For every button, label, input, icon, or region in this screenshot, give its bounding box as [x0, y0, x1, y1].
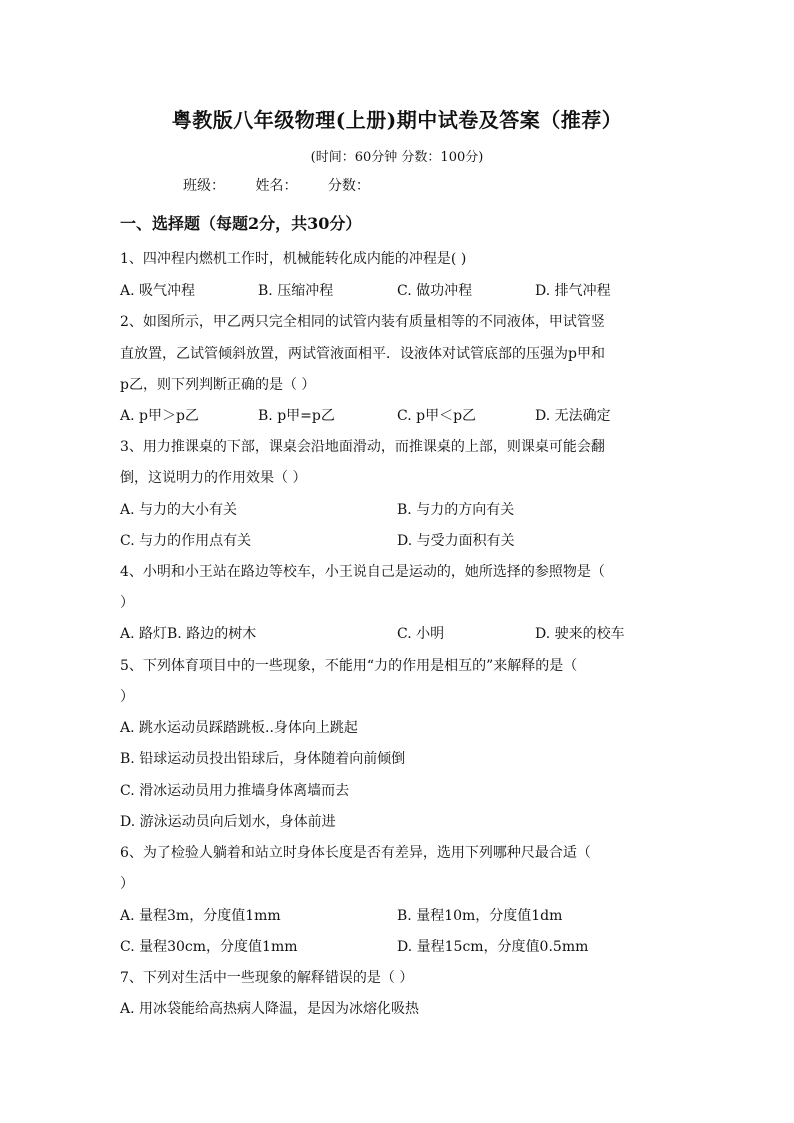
- question-5-line-1: 5、下列体育项目中的一些现象，不能用“力的作用是相互的”来解释的是（: [120, 658, 578, 674]
- q1-option-b: B. 压缩冲程: [258, 283, 334, 299]
- q5-option-a: A. 跳水运动员踩踏跳板..身体向上跳起: [120, 720, 358, 736]
- student-info-row: [183, 175, 396, 195]
- q3-option-b: B. 与力的方向有关: [397, 502, 515, 518]
- page-title: 粤教版八年级物理(上册)期中试卷及答案（推荐）: [171, 108, 623, 132]
- q7-option-a: A. 用冰袋能给高热病人降温，是因为冰熔化吸热: [120, 1001, 420, 1017]
- q3-option-d: D. 与受力面积有关: [397, 533, 515, 549]
- q5-option-b: B. 铅球运动员投出铅球后，身体随着向前倾倒: [120, 751, 406, 767]
- question-2-line-2: 直放置，乙试管倾斜放置，两试管液面相平．设液体对试管底部的压强为p甲和: [120, 346, 605, 362]
- question-5-line-2: ）: [120, 689, 134, 705]
- q4-option-d: D. 驶来的校车: [535, 626, 625, 642]
- q6-option-d: D. 量程15cm，分度值0.5mm: [397, 939, 589, 955]
- question-6-line-2: ）: [120, 876, 134, 892]
- exam-time-score: (时间：60分钟 分数：100分): [310, 150, 484, 165]
- question-1: 1、四冲程内燃机工作时，机械能转化成内能的冲程是( ): [120, 251, 467, 267]
- question-4-line-1: 4、小明和小王站在路边等校车，小王说自己是运动的，她所选择的参照物是（: [120, 564, 605, 580]
- question-3-line-2: 倒，这说明力的作用效果（ ）: [120, 470, 307, 486]
- q3-option-a: A. 与力的大小有关: [120, 502, 238, 518]
- q4-option-ab: A. 路灯B. 路边的树木: [120, 626, 257, 642]
- question-4-line-2: ）: [120, 595, 134, 611]
- question-3-line-1: 3、用力推课桌的下部，课桌会沿地面滑动，而推课桌的上部，则课桌可能会翻: [120, 439, 605, 455]
- q2-option-a: A. p甲＞p乙: [120, 408, 199, 424]
- q2-option-d: D. 无法确定: [535, 408, 611, 424]
- q4-option-c: C. 小明: [397, 626, 445, 642]
- q6-option-a: A. 量程3m，分度值1mm: [120, 908, 281, 924]
- q5-option-d: D. 游泳运动员向后划水，身体前进: [120, 814, 336, 830]
- q2-option-c: C. p甲＜p乙: [397, 408, 477, 424]
- q5-option-c: C. 滑冰运动员用力推墙身体离墙而去: [120, 783, 350, 799]
- q3-option-c: C. 与力的作用点有关: [120, 533, 252, 549]
- question-2-line-3: p乙，则下列判断正确的是（ ）: [120, 377, 316, 393]
- question-6-line-1: 6、为了检验人躺着和站立时身体长度是否有差异，选用下列哪种尺最合适（: [120, 845, 591, 861]
- q1-option-d: D. 排气冲程: [535, 283, 611, 299]
- name-label: 姓名：: [255, 178, 298, 194]
- class-label: 班级：: [183, 178, 225, 194]
- q1-option-a: A. 吸气冲程: [120, 283, 196, 299]
- question-7-line-1: 7、下列对生活中一些现象的解释错误的是（ ）: [120, 970, 414, 986]
- section-heading: 一、选择题（每题2分，共30分）: [120, 214, 362, 233]
- q1-option-c: C. 做功冲程: [397, 283, 473, 299]
- q2-option-b: B. p甲=p乙: [258, 408, 335, 424]
- q6-option-b: B. 量程10m，分度值1dm: [397, 908, 563, 924]
- score-label: 分数：: [327, 178, 370, 194]
- question-2-line-1: 2、如图所示，甲乙两只完全相同的试管内装有质量相等的不同液体，甲试管竖: [120, 314, 605, 330]
- q6-option-c: C. 量程30cm，分度值1mm: [120, 939, 298, 955]
